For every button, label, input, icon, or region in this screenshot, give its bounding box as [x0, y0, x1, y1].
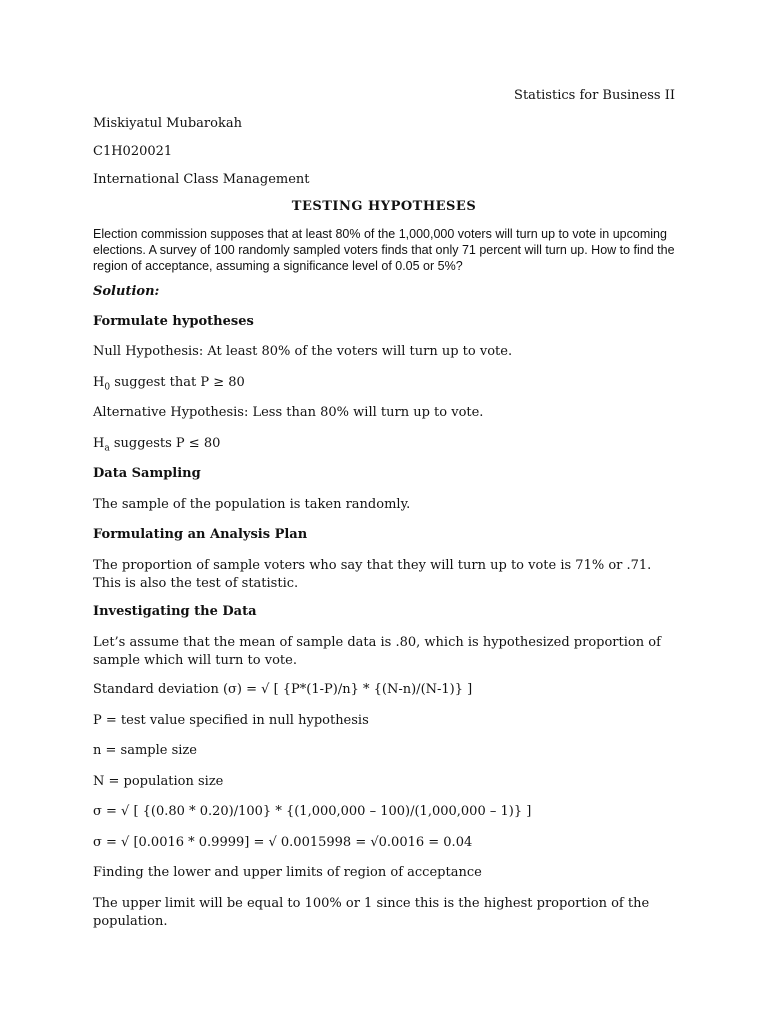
null-hypothesis: Null Hypothesis: At least 80% of the voters will turn up to vote. — [93, 344, 513, 359]
investigating-heading: Investigating the Data — [93, 604, 257, 619]
formulate-heading: Formulate hypotheses — [93, 314, 254, 329]
sigma-calculation-2: σ = √ [0.0016 * 0.9999] = √ 0.0015998 = √0.0016 = 0.04 — [93, 835, 473, 850]
p-definition: P = test value specified in null hypothesis — [93, 713, 369, 728]
ha-statement — [93, 435, 220, 458]
sampling-text: The sample of the population is taken randomly. — [93, 497, 411, 512]
sd-formula: Standard deviation (σ) = √ [ {P*(1-P)/n} * {(N-n)/(N-1)} ] — [93, 682, 473, 697]
solution-label: Solution: — [93, 284, 160, 299]
h0-statement — [93, 374, 245, 397]
h0-text: suggest that P ≥ 80 — [110, 375, 245, 390]
problem-statement: Election commission supposes that at least 80% of the 1,000,000 voters will turn up to vote in upcoming elections. A survey of 100 randomly sampled voters finds that only 71 percent will turn up. How to find the region of acceptance, assuming a significance level of 0.05 or 5%? — [93, 227, 675, 273]
document-title: TESTING HYPOTHESES — [291, 199, 477, 214]
course-title: Statistics for Business II — [514, 88, 675, 103]
h0-symbol: H — [93, 375, 105, 390]
upper-limit-text: The upper limit will be equal to 100% or 1 since this is the highest proportion of the population. — [93, 896, 650, 929]
ha-symbol: H — [93, 436, 105, 451]
n-definition: n = sample size — [93, 743, 197, 758]
program-name: International Class Management — [93, 172, 310, 187]
ha-text: suggests P ≤ 80 — [109, 436, 221, 451]
sigma-calculation-1: σ = √ [ {(0.80 * 0.20)/100} * {(1,000,000 – 100)/(1,000,000 – 1)} ] — [93, 804, 532, 819]
N-definition: N = population size — [93, 774, 224, 789]
h0-subscript: 0 — [104, 382, 111, 393]
student-name: Miskiyatul Mubarokah — [93, 116, 242, 131]
plan-heading: Formulating an Analysis Plan — [93, 527, 308, 542]
investigating-text: Let’s assume that the mean of sample data is .80, which is hypothesized proportion of sample which will turn to vote. — [93, 635, 661, 668]
ha-subscript: a — [104, 443, 110, 454]
student-id: C1H020021 — [93, 144, 173, 159]
plan-text: The proportion of sample voters who say that they will turn up to vote is 71% or .71. This is also the test of statistic. — [93, 558, 652, 591]
sampling-heading: Data Sampling — [93, 466, 201, 481]
alternative-hypothesis: Alternative Hypothesis: Less than 80% will turn up to vote. — [93, 405, 484, 420]
limits-heading: Finding the lower and upper limits of region of acceptance — [93, 865, 482, 880]
